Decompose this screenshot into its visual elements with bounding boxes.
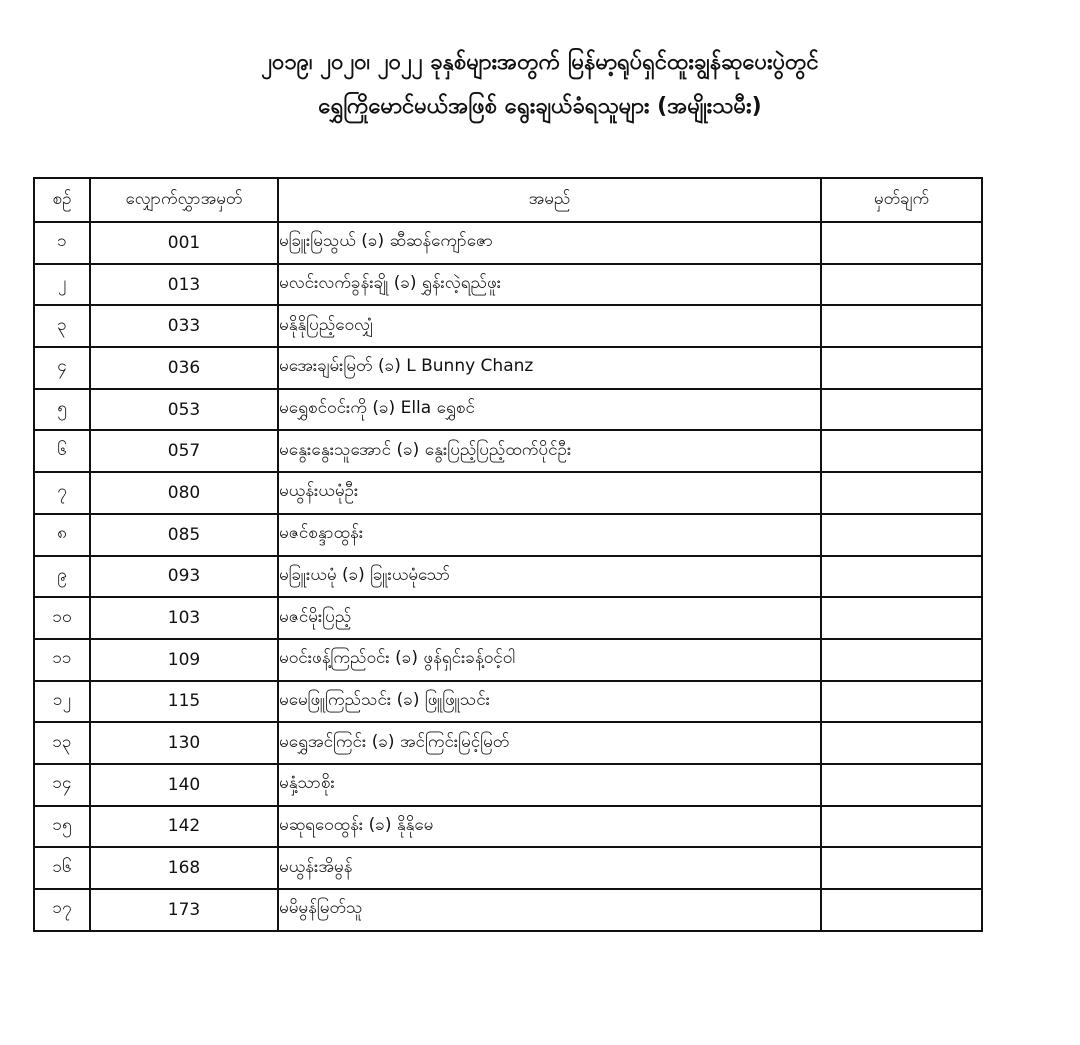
row-application-no: 109 [90,639,278,681]
table-row [34,764,982,806]
table-row [34,472,982,514]
row-name: မလင်းလက်ခွန်းချို (ခ) ရွှန်းလဲ့ရည်ဖူး [278,264,821,306]
row-application-no: 033 [90,305,278,347]
table-row [34,347,982,389]
table-row [34,806,982,848]
row-remark [821,806,982,848]
row-remark [821,764,982,806]
table-row [34,639,982,681]
row-remark [821,472,982,514]
row-application-no: 130 [90,722,278,764]
table-row [34,681,982,723]
row-name: မဝင်းဖန့်ကြည်ဝင်း (ခ) ဖွန်ရှင်းခန့်ဝင့်ဝါ [278,639,821,681]
header-name: အမည် [278,178,821,222]
row-application-no: 115 [90,681,278,723]
row-serial-no: ၈ [34,514,90,556]
header-remark: မှတ်ချက် [821,178,982,222]
row-name: မခြူးမြသွယ် (ခ) ဆီဆန်ကျော်ဇော [278,222,821,264]
row-remark [821,556,982,598]
row-remark [821,514,982,556]
row-serial-no: ၁၆ [34,847,90,889]
row-remark [821,639,982,681]
row-name: မနိုနိုပြည့်ဝေလျှံ [278,305,821,347]
row-name: မရွှေအင်ကြင်း (ခ) အင်ကြင်းမြင့်မြတ် [278,722,821,764]
row-application-no: 057 [90,430,278,472]
row-name: မယွန်းယမုံဦး [278,472,821,514]
table-row [34,597,982,639]
row-remark [821,889,982,931]
table-row [34,430,982,472]
row-serial-no: ၅ [34,389,90,431]
table-row [34,556,982,598]
row-name: မမိမွန်မြတ်သူ [278,889,821,931]
row-application-no: 085 [90,514,278,556]
row-serial-no: ၁၄ [34,764,90,806]
row-application-no: 142 [90,806,278,848]
row-name: မမေဖြူကြည်သင်း (ခ) ဖြူဖြူသင်း [278,681,821,723]
table-row [34,514,982,556]
row-application-no: 168 [90,847,278,889]
row-remark [821,597,982,639]
row-name: မဇင်မိုးပြည့် [278,597,821,639]
row-application-no: 053 [90,389,278,431]
document-title-line-2: ရွှေကြိုမောင်မယ်အဖြစ် ရွေးချယ်ခံရသူများ (အမျိုးသမီး) [318,94,762,119]
row-serial-no: ၁၂ [34,681,90,723]
row-name: မနှံ့သာစိုး [278,764,821,806]
row-name: မခြူးယမုံ (ခ) ခြူးယမုံသော် [278,556,821,598]
table-body [34,222,982,931]
row-serial-no: ၁၅ [34,806,90,848]
row-serial-no: ၇ [34,472,90,514]
row-name: မဆုရဝေထွန်း (ခ) နိုနိုမေ [278,806,821,848]
table-row [34,722,982,764]
row-name: မအေးချမ်းမြတ် (ခ) L Bunny Chanz [278,347,821,389]
table-header [34,178,982,222]
row-remark [821,264,982,306]
row-application-no: 036 [90,347,278,389]
header-application-no: လျှောက်လွှာအမှတ် [90,178,278,222]
row-serial-no: ၆ [34,430,90,472]
row-application-no: 013 [90,264,278,306]
row-remark [821,347,982,389]
row-application-no: 001 [90,222,278,264]
row-serial-no: ၁၃ [34,722,90,764]
row-remark [821,305,982,347]
table-row [34,389,982,431]
table-row [34,305,982,347]
table-row [34,889,982,931]
row-remark [821,430,982,472]
row-remark [821,722,982,764]
row-serial-no: ၁၇ [34,889,90,931]
row-application-no: 103 [90,597,278,639]
row-remark [821,222,982,264]
row-serial-no: ၁ [34,222,90,264]
row-serial-no: ၉ [34,556,90,598]
header-row [34,178,982,222]
row-serial-no: ၄ [34,347,90,389]
row-serial-no: ၁၁ [34,639,90,681]
row-application-no: 093 [90,556,278,598]
row-application-no: 173 [90,889,278,931]
header-serial-no: စဉ် [34,178,90,222]
nominee-table [33,177,983,932]
row-application-no: 080 [90,472,278,514]
row-remark [821,389,982,431]
row-remark [821,681,982,723]
row-serial-no: ၂ [34,264,90,306]
row-remark [821,847,982,889]
row-serial-no: ၁၀ [34,597,90,639]
row-serial-no: ၃ [34,305,90,347]
row-name: မယွန်းအိမွန် [278,847,821,889]
document-title-line-1: ၂၀၁၉၊ ၂၀၂၀၊ ၂၀၂၂ ခုနှစ်များအတွက် မြန်မာ့ရုပ်ရှင်ထူးချွန်ဆုပေးပွဲတွင် [261,50,819,75]
row-name: မနွေးနွေးသူအောင် (ခ) နွေးပြည့်ပြည့်ထက်ပိုင်ဦး [278,430,821,472]
row-name: မရွှေစင်ဝင်းကို (ခ) Ella ရွှေစင် [278,389,821,431]
row-application-no: 140 [90,764,278,806]
table-row [34,847,982,889]
table-row [34,222,982,264]
row-name: မဇင်စန္ဒာထွန်း [278,514,821,556]
table-row [34,264,982,306]
